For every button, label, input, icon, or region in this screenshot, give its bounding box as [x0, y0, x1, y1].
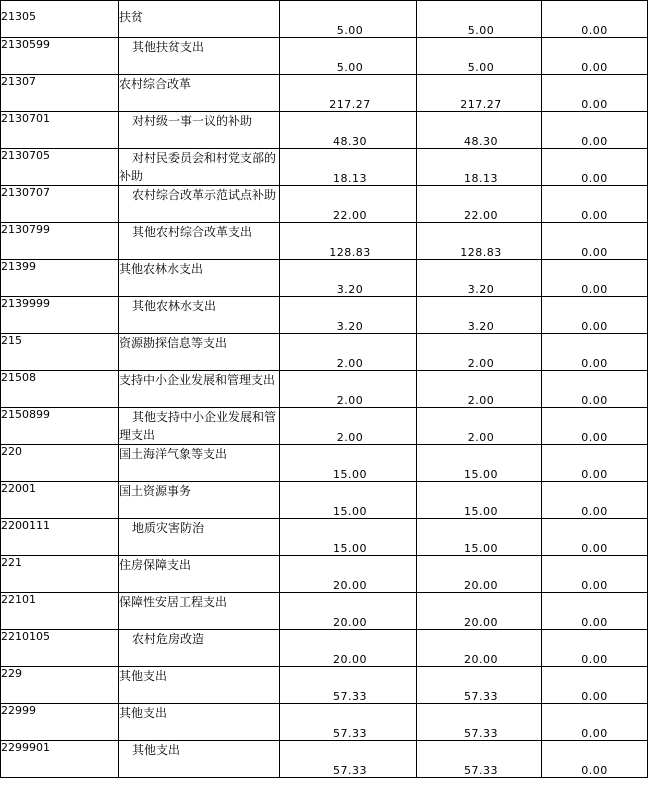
project-amount-cell: 0.00: [542, 556, 648, 593]
subject-name-cell: [119, 445, 280, 482]
subject-code-cell: 2299901: [1, 741, 119, 778]
subject-name-text: 其他农林水支出: [132, 299, 217, 313]
basic-amount-cell: 57.33: [417, 704, 542, 741]
project-amount-cell: 0.00: [542, 704, 648, 741]
table-row: [1, 556, 648, 593]
basic-amount-cell: 20.00: [417, 593, 542, 630]
table-row: [1, 704, 648, 741]
table-row: [1, 482, 648, 519]
basic-amount-cell: 15.00: [417, 445, 542, 482]
project-amount-cell: 0.00: [542, 112, 648, 149]
subject-name-cell: [119, 371, 280, 408]
total-amount-cell: 15.00: [280, 482, 417, 519]
table-body: [1, 1, 648, 778]
basic-amount-cell: 5.00: [417, 38, 542, 75]
subject-name-text: 农村危房改造: [132, 632, 205, 646]
subject-name-text: 其他支出: [119, 669, 168, 683]
subject-code-cell: 221: [1, 556, 119, 593]
subject-name-text: 资源勘探信息等支出: [119, 336, 228, 350]
subject-name-cell: [119, 556, 280, 593]
total-amount-cell: 2.00: [280, 334, 417, 371]
subject-name-text: 其他农村综合改革支出: [132, 225, 253, 239]
project-amount-cell: 0.00: [542, 482, 648, 519]
basic-amount-cell: 15.00: [417, 519, 542, 556]
subject-name-text: 国土资源事务: [119, 484, 192, 498]
subject-name-cell: [119, 186, 280, 223]
subject-name-cell: [119, 297, 280, 334]
total-amount-cell: 57.33: [280, 741, 417, 778]
subject-name-text: 其他农林水支出: [119, 262, 204, 276]
total-amount-cell: 2.00: [280, 408, 417, 445]
project-amount-cell: 0.00: [542, 519, 648, 556]
table-row: [1, 1, 648, 38]
subject-name-cell: [119, 112, 280, 149]
subject-name-text: 其他支出: [119, 706, 168, 720]
basic-amount-cell: 57.33: [417, 667, 542, 704]
total-amount-cell: 18.13: [280, 149, 417, 186]
project-amount-cell: 0.00: [542, 149, 648, 186]
subject-code-cell: 2130701: [1, 112, 119, 149]
basic-amount-cell: 20.00: [417, 556, 542, 593]
table-row: [1, 445, 648, 482]
basic-amount-cell: 5.00: [417, 1, 542, 38]
subject-code-cell: 2150899: [1, 408, 119, 445]
table-row: [1, 75, 648, 112]
basic-amount-cell: 128.83: [417, 223, 542, 260]
subject-name-text: 农村综合改革: [119, 77, 192, 91]
total-amount-cell: 128.83: [280, 223, 417, 260]
project-amount-cell: 0.00: [542, 630, 648, 667]
total-amount-cell: 20.00: [280, 630, 417, 667]
project-amount-cell: 0.00: [542, 260, 648, 297]
table-row: [1, 186, 648, 223]
table-row: [1, 334, 648, 371]
basic-amount-cell: 217.27: [417, 75, 542, 112]
basic-amount-cell: 18.13: [417, 149, 542, 186]
subject-name-cell: [119, 149, 280, 186]
subject-code-cell: 22101: [1, 593, 119, 630]
total-amount-cell: 3.20: [280, 260, 417, 297]
table-row: [1, 519, 648, 556]
subject-code-cell: 22001: [1, 482, 119, 519]
basic-amount-cell: 57.33: [417, 741, 542, 778]
table-row: [1, 223, 648, 260]
total-amount-cell: 20.00: [280, 556, 417, 593]
subject-name-text: 对村级一事一议的补助: [132, 114, 253, 128]
project-amount-cell: 0.00: [542, 445, 648, 482]
subject-name-text: 国土海洋气象等支出: [119, 447, 228, 461]
subject-code-cell: 2130599: [1, 38, 119, 75]
basic-amount-cell: 3.20: [417, 297, 542, 334]
subject-name-text: 农村综合改革示范试点补助: [132, 188, 277, 202]
project-amount-cell: 0.00: [542, 297, 648, 334]
subject-name-cell: [119, 519, 280, 556]
project-amount-cell: 0.00: [542, 371, 648, 408]
subject-code-cell: 21307: [1, 75, 119, 112]
subject-name-cell: [119, 38, 280, 75]
project-amount-cell: 0.00: [542, 38, 648, 75]
subject-name-text: 其他支出: [132, 743, 181, 757]
subject-code-cell: 2200111: [1, 519, 119, 556]
subject-code-cell: 2210105: [1, 630, 119, 667]
subject-code-cell: 2130705: [1, 149, 119, 186]
subject-name-cell: [119, 482, 280, 519]
subject-name-text: 对村民委员会和村党支部的补助: [119, 151, 277, 183]
subject-name-cell: [119, 223, 280, 260]
subject-name-cell: [119, 260, 280, 297]
project-amount-cell: 0.00: [542, 593, 648, 630]
basic-amount-cell: 20.00: [417, 630, 542, 667]
subject-code-cell: 21305: [1, 1, 119, 38]
basic-amount-cell: 48.30: [417, 112, 542, 149]
total-amount-cell: 22.00: [280, 186, 417, 223]
subject-name-text: 其他支持中小企业发展和管理支出: [119, 410, 277, 442]
basic-amount-cell: 3.20: [417, 260, 542, 297]
table-row: [1, 38, 648, 75]
table-row: [1, 593, 648, 630]
table-row: [1, 149, 648, 186]
total-amount-cell: 5.00: [280, 1, 417, 38]
subject-name-text: 支持中小企业发展和管理支出: [119, 373, 276, 387]
subject-name-cell: [119, 334, 280, 371]
total-amount-cell: 15.00: [280, 519, 417, 556]
project-amount-cell: 0.00: [542, 667, 648, 704]
subject-name-text: 地质灾害防治: [132, 521, 205, 535]
total-amount-cell: 5.00: [280, 38, 417, 75]
subject-code-cell: 21508: [1, 371, 119, 408]
subject-name-cell: [119, 593, 280, 630]
total-amount-cell: 48.30: [280, 112, 417, 149]
subject-name-cell: [119, 1, 280, 38]
basic-amount-cell: 2.00: [417, 408, 542, 445]
subject-code-cell: 2139999: [1, 297, 119, 334]
total-amount-cell: 3.20: [280, 297, 417, 334]
subject-name-text: 扶贫: [119, 10, 144, 24]
subject-name-text: 住房保障支出: [119, 558, 192, 572]
subject-name-cell: [119, 75, 280, 112]
basic-amount-cell: 22.00: [417, 186, 542, 223]
basic-amount-cell: 2.00: [417, 371, 542, 408]
subject-code-cell: 2130707: [1, 186, 119, 223]
subject-name-cell: [119, 408, 280, 445]
table-row: [1, 297, 648, 334]
total-amount-cell: 15.00: [280, 445, 417, 482]
subject-name-cell: [119, 667, 280, 704]
subject-name-text: 其他扶贫支出: [132, 40, 205, 54]
table-row: [1, 741, 648, 778]
subject-code-cell: 2130799: [1, 223, 119, 260]
subject-code-cell: 229: [1, 667, 119, 704]
table-row: [1, 408, 648, 445]
project-amount-cell: 0.00: [542, 223, 648, 260]
subject-name-cell: [119, 741, 280, 778]
table-row: [1, 371, 648, 408]
project-amount-cell: 0.00: [542, 75, 648, 112]
subject-code-cell: 215: [1, 334, 119, 371]
subject-name-cell: [119, 630, 280, 667]
basic-amount-cell: 2.00: [417, 334, 542, 371]
subject-code-cell: 21399: [1, 260, 119, 297]
subject-code-cell: 22999: [1, 704, 119, 741]
basic-amount-cell: 15.00: [417, 482, 542, 519]
project-amount-cell: 0.00: [542, 408, 648, 445]
table-row: [1, 112, 648, 149]
total-amount-cell: 2.00: [280, 371, 417, 408]
project-amount-cell: 0.00: [542, 186, 648, 223]
table-row: [1, 667, 648, 704]
total-amount-cell: 217.27: [280, 75, 417, 112]
table-row: [1, 260, 648, 297]
total-amount-cell: 20.00: [280, 593, 417, 630]
subject-name-text: 保障性安居工程支出: [119, 595, 228, 609]
table-row: [1, 630, 648, 667]
total-amount-cell: 57.33: [280, 667, 417, 704]
total-amount-cell: 57.33: [280, 704, 417, 741]
project-amount-cell: 0.00: [542, 334, 648, 371]
subject-code-cell: 220: [1, 445, 119, 482]
project-amount-cell: 0.00: [542, 1, 648, 38]
subject-name-cell: [119, 704, 280, 741]
project-amount-cell: 0.00: [542, 741, 648, 778]
